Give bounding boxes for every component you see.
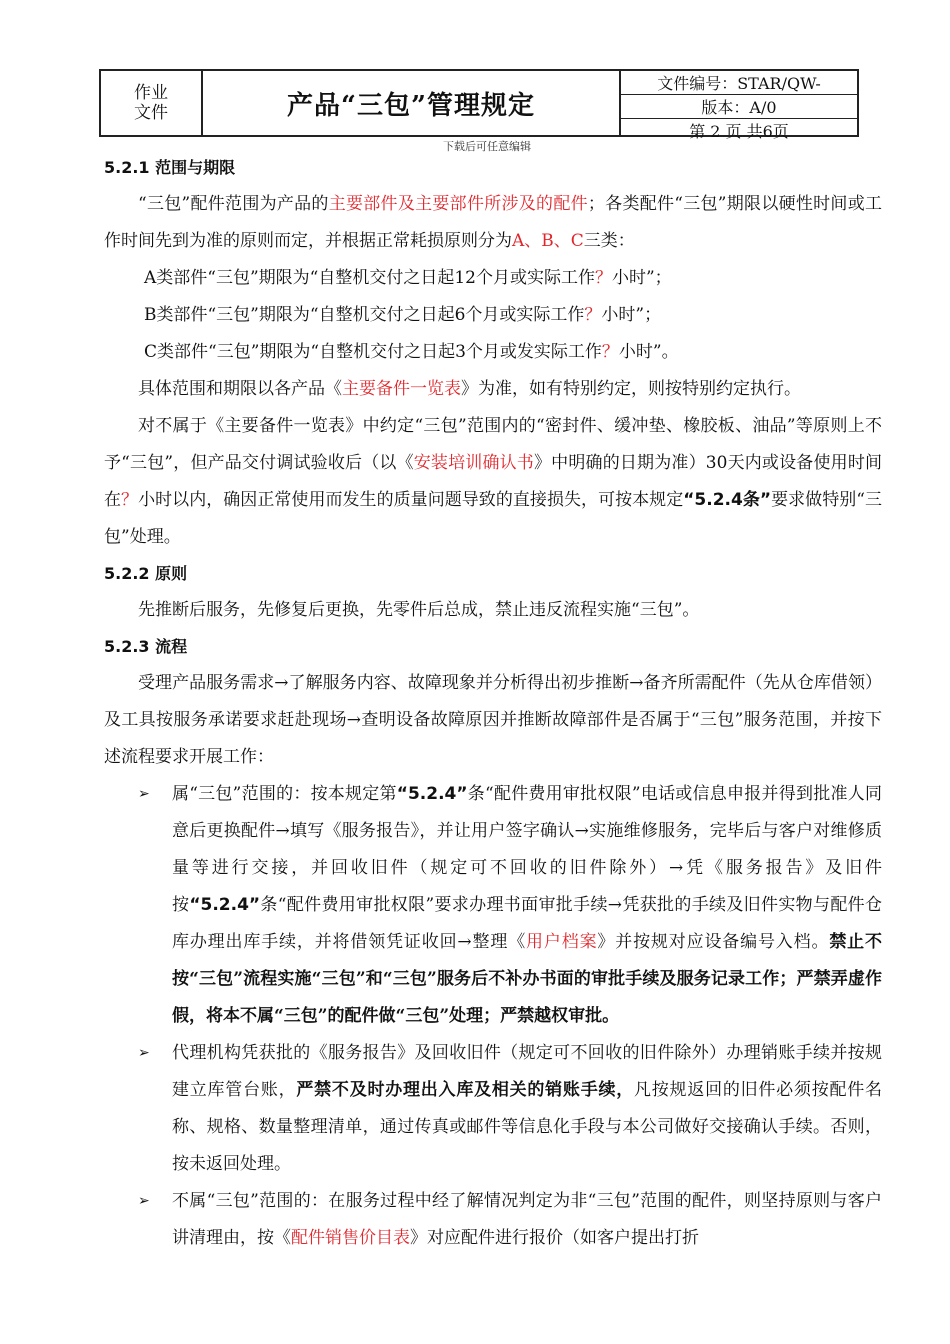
list-item-in-warranty: ➢ 属“三包”范围的：按本规定第“5.2.4”条“配件费用审批权限”电话或信息申报并得到批准人同意后更换配件→填写《服务报告》，并让用户签字确认→实施维修服务，完毕后与客户对维修质量等进行交接，并回收旧件（规定可不回收的旧件除外）→凭《服务报告》及旧件按“5.2.4”条“配件费用审批权限”要求办理书面审批手续→凭获批的手续及旧件实物与配件仓库办理出库手续，并将借领凭证收回→整理《用户档案》并按规对应设备编号入档。禁止不按“三包”流程实施“三包”和“三包”服务后不补办书面的审批手续及服务记录工作；严禁弄虚作假，将本不属“三包”的配件做“三包”处理；严禁越权审批。 (104, 776, 882, 1035)
class-c-line: C类部件“三包”期限为“自整机交付之日起3个月或发实际工作？小时”。 (144, 342, 679, 362)
highlight-main-parts: 主要部件及主要部件所涉及的配件 (328, 194, 588, 214)
prohibition-text: 禁止不按“三包”流程实施“三包”和“三包”服务后不补办书面的审批手续及服务记录工作；严禁弄虚作假，将本不属“三包”的配件做“三包”处理；严禁越权审批。 (172, 932, 883, 1026)
section-heading-5-2-2: 5.2.2 原则 (104, 564, 188, 583)
paragraph-scope: “三包”配件范围为产品的主要部件及主要部件所涉及的配件；各类配件“三包”期限以硬性时间或工作时间先到为准的原则而定，并根据正常耗损原则分为A、B、C三类： (104, 194, 882, 251)
paragraph-exclusions: 对不属于《主要备件一览表》中约定“三包”范围内的“密封件、缓冲垫、橡胶板、油品”等原则上不予“三包”，但产品交付调试验收后（以《安装培训确认书》中明确的日期为准）30天内或设备使用时间在？小时以内，确因正常使用而发生的质量问题导致的直接损失，可按本规定“5.2.4条”要求做特别“三包”处理。 (104, 416, 883, 547)
paragraph-range-detail: 具体范围和期限以各产品《主要备件一览表》为准，如有特别约定，则按特别约定执行。 (138, 379, 801, 399)
arrow-bullet-icon: ➢ (138, 1193, 150, 1209)
list-item-out-of-warranty: ➢ 不属“三包”范围的：在服务过程中经了解情况判定为非“三包”范围的配件，则坚持原则与客户讲清理由，按《配件销售价目表》对应配件进行报价（如客户提出打折 (104, 1183, 882, 1257)
arrow-bullet-icon: ➢ (138, 786, 150, 802)
paragraph-process: 受理产品服务需求→了解服务内容、故障现象并分析得出初步推断→备齐所需配件（先从仓库借领）及工具按服务承诺要求赶赴现场→查明设备故障原因并推断故障部件是否属于“三包”服务范围，并按下述流程要求开展工作： (104, 673, 882, 767)
document-title: 产品“三包”管理规定 (203, 71, 621, 135)
paragraph-principle: 先推断后服务，先修复后更换，先零件后总成，禁止违反流程实施“三包”。 (138, 600, 700, 620)
list-item-agency-writeoff: ➢ 代理机构凭获批的《服务报告》及回收旧件（规定可不回收的旧件除外）办理销账手续并按规建立库管台账，严禁不及时办理出入库及相关的销账手续，凡按规返回的旧件必须按配件名称、规格、数量整理清单，通过传真或邮件等信息化手段与本公司做好交接确认手续。否则，按未返回处理。 (104, 1035, 882, 1183)
page-info: 第 2 页 共6页 (689, 122, 789, 141)
highlight-training-confirmation: 安装培训确认书 (413, 453, 534, 473)
doc-type-line1: 作业 (134, 83, 168, 103)
highlight-parts-list: 主要备件一览表 (342, 379, 461, 399)
prohibition-text: 严禁不及时办理出入库及相关的销账手续， (296, 1080, 635, 1100)
highlight-abc: A、B、C (512, 231, 584, 251)
document-body (104, 150, 882, 1257)
class-b-line: B类部件“三包”期限为“自整机交付之日起6个月或实际工作？小时”； (144, 305, 662, 325)
doc-meta-cell (621, 71, 857, 141)
arrow-bullet-icon: ➢ (138, 1045, 150, 1061)
header-table (99, 69, 859, 141)
highlight-price-list: 配件销售价目表 (291, 1228, 410, 1248)
doc-type-line2: 文件 (134, 103, 168, 123)
doc-version: 版本：A/0 (621, 95, 857, 119)
highlight-user-archive: 用户档案 (526, 932, 598, 952)
doc-type-cell (101, 71, 203, 135)
section-heading-5-2-3: 5.2.3 流程 (104, 637, 188, 656)
doc-number: 文件编号：STAR/QW- (621, 71, 857, 95)
watermark-note: 下载后可任意编辑 (443, 140, 531, 153)
class-a-line: A类部件“三包”期限为“自整机交付之日起12个月或实际工作？小时”； (144, 268, 672, 288)
section-heading-5-2-1: 5.2.1 范围与期限 (104, 158, 236, 177)
